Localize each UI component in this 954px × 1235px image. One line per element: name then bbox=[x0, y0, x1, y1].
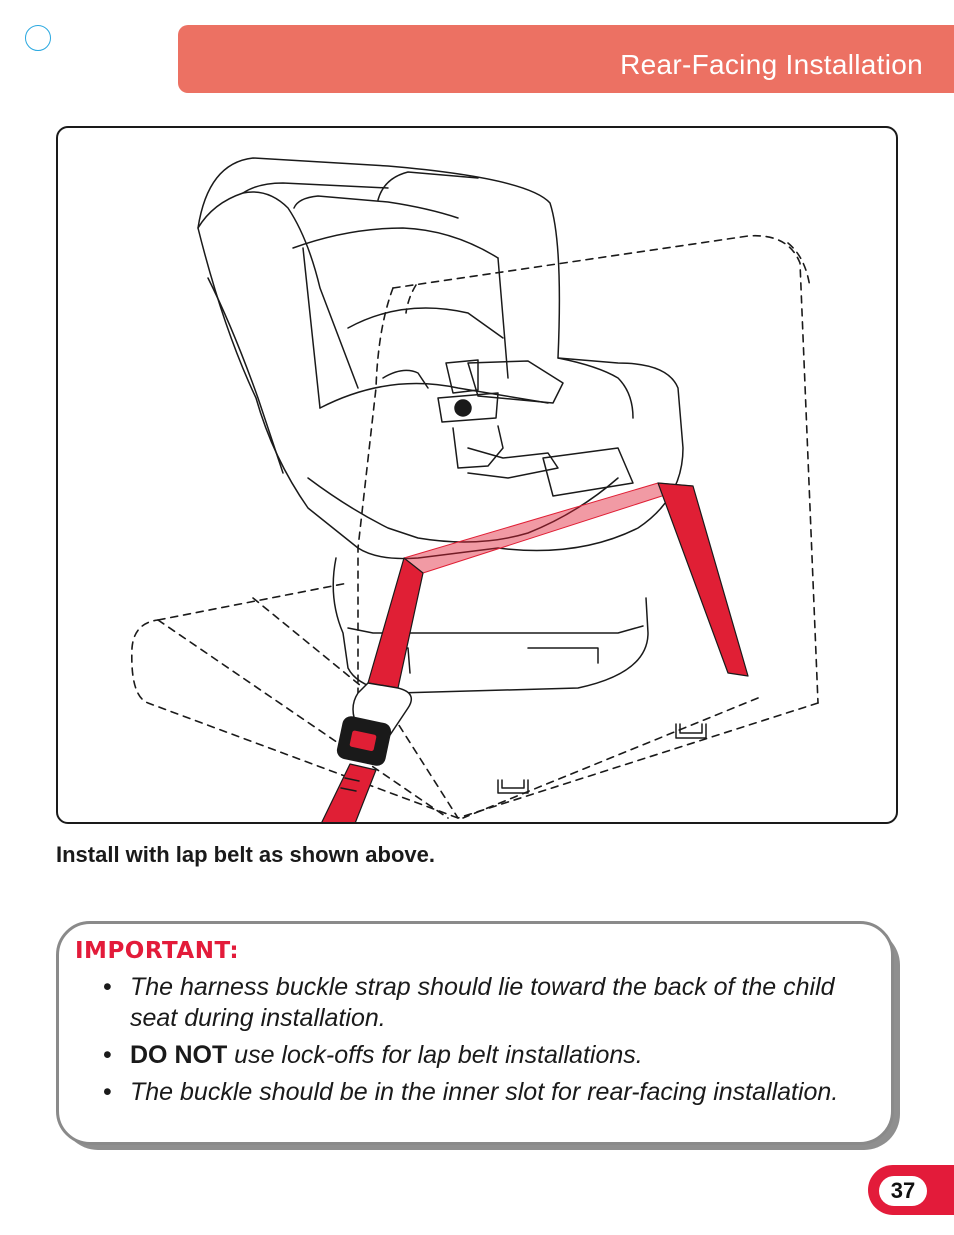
important-notice-box bbox=[56, 921, 894, 1145]
car-seat-lap-belt-illustration-icon bbox=[58, 128, 898, 824]
figure-caption: Install with lap belt as shown above. bbox=[56, 842, 435, 867]
corner-circle-icon bbox=[25, 25, 51, 51]
important-heading: IMPORTANT: bbox=[75, 938, 240, 964]
header-bar bbox=[178, 25, 954, 93]
bullet-text: The buckle should be in the inner slot for rear-facing installation. bbox=[130, 1078, 839, 1106]
bullet-text: use lock-offs for lap belt installations. bbox=[227, 1041, 643, 1069]
page-title: Rear-Facing Installation bbox=[620, 49, 923, 80]
bullet-emphasis: DO NOT bbox=[130, 1041, 228, 1069]
important-list bbox=[103, 972, 873, 1114]
list-item: • The buckle should be in the inner slot for rear-facing installation. bbox=[103, 1078, 839, 1106]
page-number: 37 bbox=[879, 1176, 927, 1206]
bullet-text: The harness buckle strap should lie toward the back of the child seat during installation. bbox=[130, 973, 835, 1032]
list-item: • DO NOT use lock-offs for lap belt installations. bbox=[103, 1041, 643, 1069]
figure-frame bbox=[56, 126, 898, 824]
list-item: • The harness buckle strap should lie toward the back of the child seat during installation. bbox=[103, 973, 835, 1032]
